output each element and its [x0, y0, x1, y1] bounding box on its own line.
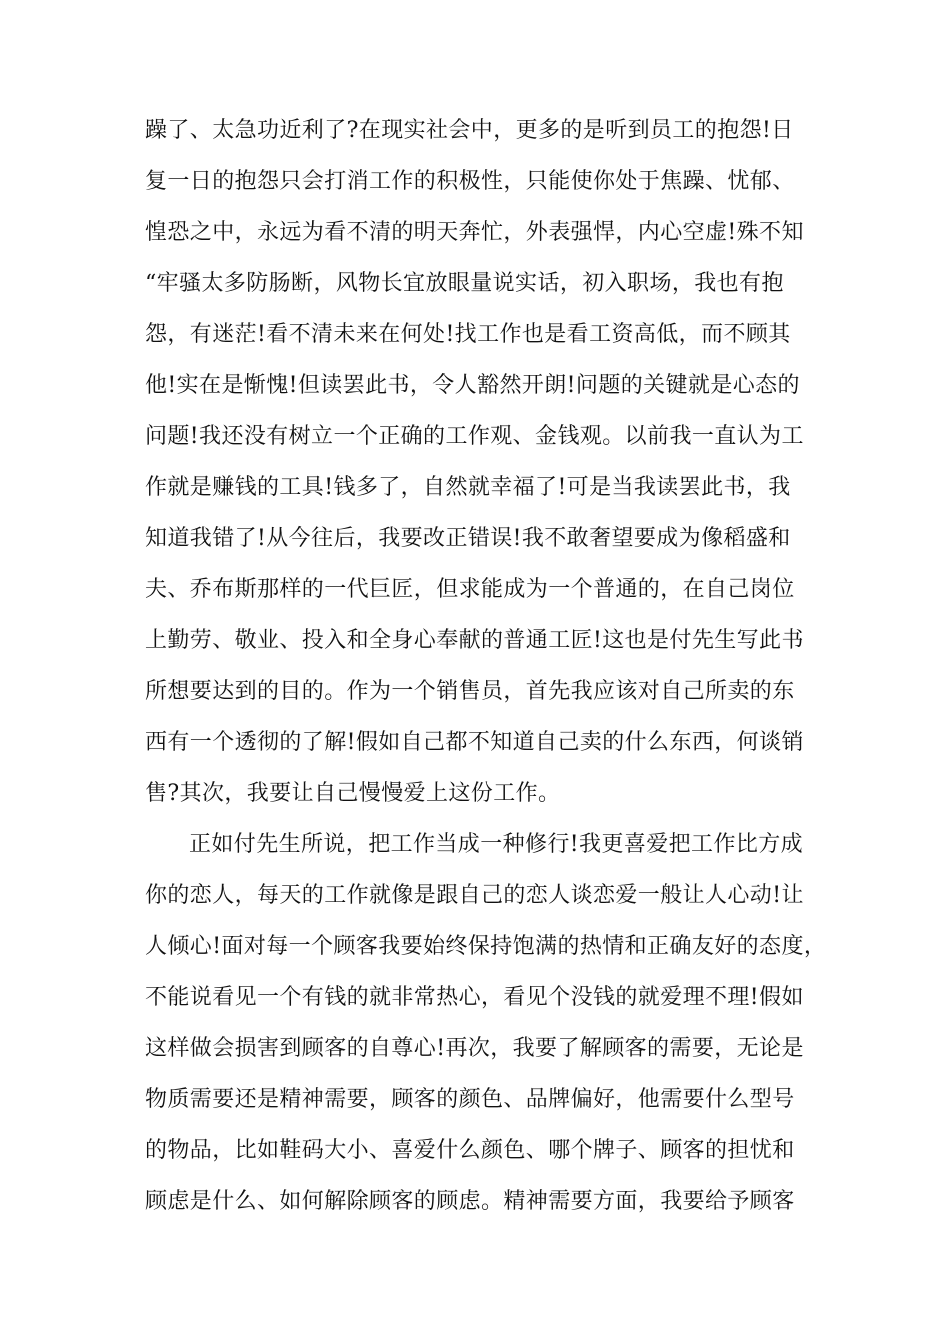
- text-line: 知道我错了!从今往后，我要改正错误!我不敢奢望要成为像稻盛和: [145, 526, 791, 551]
- paragraph-start-line: 正如付先生所说，把工作当成一种修行!我更喜爱把工作比方成: [189, 832, 804, 857]
- text-line: 售?其次，我要让自己慢慢爱上这份工作。: [145, 781, 561, 806]
- text-line: 顾虑是什么、如何解除顾客的顾虑。精神需要方面，我要给予顾客: [145, 1189, 795, 1214]
- text-line: 怨，有迷茫!看不清未来在何处!找工作也是看工资高低，而不顾其: [145, 322, 791, 347]
- text-line: 夫、乔布斯那样的一代巨匠，但求能成为一个普通的，在自己岗位: [145, 577, 795, 602]
- text-line: 躁了、太急功近利了?在现实社会中，更多的是听到员工的抱怨!日: [145, 118, 794, 143]
- text-line: 西有一个透彻的了解!假如自己都不知道自己卖的什么东西，何谈销: [145, 730, 804, 755]
- body-text: [145, 105, 825, 1227]
- text-line: 惶恐之中，永远为看不清的明天奔忙，外表强悍，内心空虚!殊不知: [145, 220, 804, 245]
- text-line: 复一日的抱怨只会打消工作的积极性，只能使你处于焦躁、忧郁、: [145, 169, 795, 194]
- text-line: 上勤劳、敬业、投入和全身心奉献的普通工匠!这也是付先生写此书: [145, 628, 804, 653]
- text-line: 作就是赚钱的工具!钱多了，自然就幸福了!可是当我读罢此书，我: [145, 475, 791, 500]
- text-line: 物质需要还是精神需要，顾客的颜色、品牌偏好，他需要什么型号: [145, 1087, 795, 1112]
- text-line: 的物品，比如鞋码大小、喜爱什么颜色、哪个牌子、顾客的担忧和: [145, 1138, 795, 1163]
- text-line: “牢骚太多防肠断，风物长宜放眼量说实话，初入职场，我也有抱: [145, 271, 784, 296]
- text-line: 你的恋人，每天的工作就像是跟自己的恋人谈恋爱一般让人心动!让: [145, 883, 804, 908]
- text-line: 他!实在是惭愧!但读罢此书，令人豁然开朗!问题的关键就是心态的: [145, 373, 800, 398]
- text-line: 人倾心!面对每一个顾客我要始终保持饱满的热情和正确友好的态度，: [145, 934, 827, 959]
- text-line: 不能说看见一个有钱的就非常热心，看见个没钱的就爱理不理!假如: [145, 985, 804, 1010]
- text-line: 所想要达到的目的。作为一个销售员，首先我应该对自己所卖的东: [145, 679, 795, 704]
- text-line: 问题!我还没有树立一个正确的工作观、金钱观。以前我一直认为工: [145, 424, 804, 449]
- text-line: 这样做会损害到顾客的自尊心!再次，我要了解顾客的需要，无论是: [145, 1036, 804, 1061]
